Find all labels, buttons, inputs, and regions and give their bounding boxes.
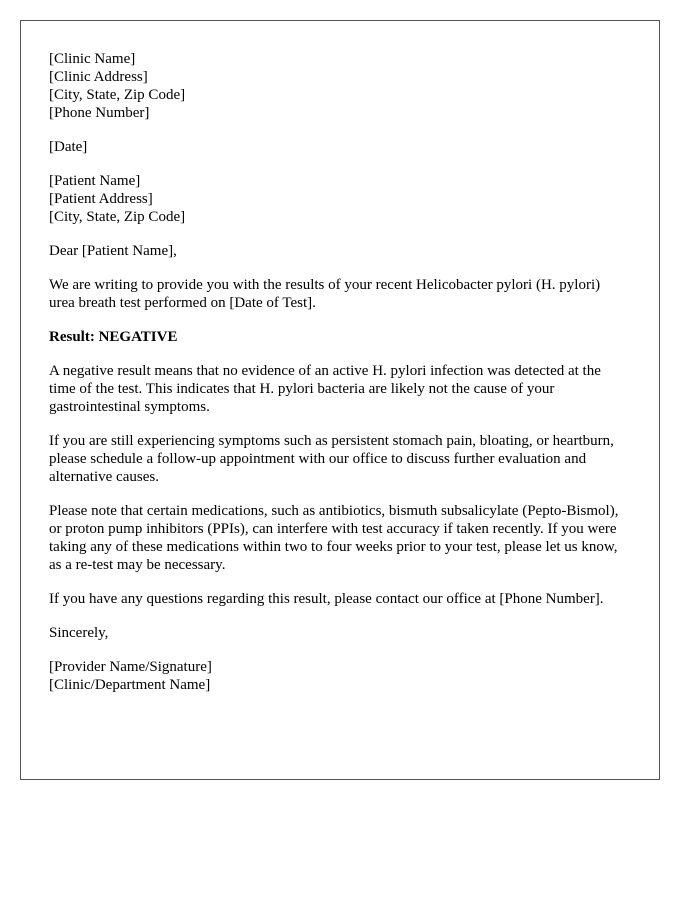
clinic-phone: [Phone Number] — [49, 105, 150, 121]
closing: Sincerely, — [49, 625, 109, 641]
clinic-name: [Clinic Name] — [49, 51, 136, 67]
patient-city-state-zip: [City, State, Zip Code] — [49, 209, 186, 225]
patient-address: [Patient Address] — [49, 191, 153, 207]
result-heading: Result: NEGATIVE — [49, 329, 178, 345]
clinic-address: [Clinic Address] — [49, 69, 148, 85]
meaning-paragraph: A negative result means that no evidence of an active H. pylori infection was detected at the time of the test. This indicates that H. pylori bacteria are likely not the cause of your gastrointestinal symptoms. — [49, 363, 601, 415]
letter-date: [Date] — [49, 139, 88, 155]
department-name: [Clinic/Department Name] — [49, 677, 211, 693]
signature-block — [49, 658, 629, 694]
patient-address-block — [49, 172, 629, 226]
questions-paragraph: If you have any questions regarding this result, please contact our office at [Phone Number]. — [49, 591, 604, 607]
letter-content — [49, 50, 629, 710]
date-block — [49, 138, 629, 156]
letter-page — [20, 20, 660, 780]
medications-paragraph: Please note that certain medications, such as antibiotics, bismuth subsalicylate (Pepto-Bismol), or proton pump inhibitors (PPIs), can interfere with test accuracy if taken recently. If you were taking any of these medications within two to four weeks prior to your test, please let us know, as a re-test may be necessary. — [49, 503, 619, 573]
clinic-address-block — [49, 50, 629, 122]
patient-name: [Patient Name] — [49, 173, 141, 189]
clinic-city-state-zip: [City, State, Zip Code] — [49, 87, 186, 103]
salutation: Dear [Patient Name], — [49, 243, 177, 259]
intro-paragraph: We are writing to provide you with the results of your recent Helicobacter pylori (H. pylori) urea breath test performed on [Date of Test]. — [49, 277, 601, 311]
provider-signature: [Provider Name/Signature] — [49, 659, 212, 675]
followup-paragraph: If you are still experiencing symptoms such as persistent stomach pain, bloating, or heartburn, please schedule a follow-up appointment with our office to discuss further evaluation and alternative causes. — [49, 433, 614, 485]
